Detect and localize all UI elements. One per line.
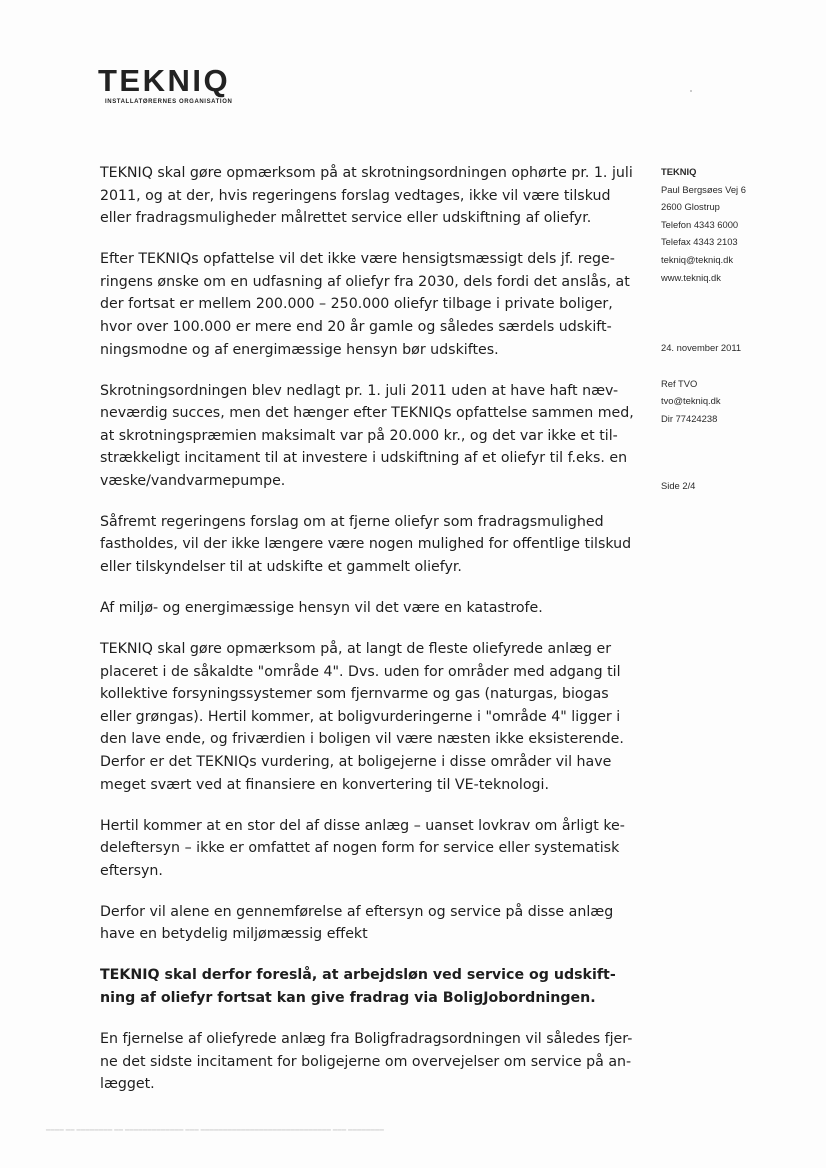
- paragraph-10: En fjernelse af oliefyrede anlæg fra Boligfradragsordningen vil således fjer- ne det sidste incitament for boligejerne om overvejelser om service på an- lægget.: [100, 1030, 633, 1093]
- letter-date: 24. november 2011: [661, 342, 742, 354]
- reference: Ref TVO: [661, 377, 698, 389]
- paragraph-2: Efter TEKNIQs opfattelse vil det ikke være hensigtsmæssigt dels jf. rege- ringens ønske om en udfasning af oliefyr fra 2030, dels fordi det anslås, at der fortsat er mellem 200.000 – 250.000 oliefyr tilbage i private boliger, hvor over 100.000 er mere end 20 år gamle og således særdels udskift- ningsmodne og af energimæssige hensyn bør udskiftes.: [100, 251, 630, 358]
- sender-website: www.tekniq.dk: [661, 271, 721, 283]
- letter-body: [100, 162, 645, 1114]
- proposal-paragraph: TEKNIQ skal derfor foreslå, at arbejdsløn ved service og udskift- ning af oliefyr fortsat kan give fradrag via BoligJobordningen.: [100, 967, 616, 1006]
- sender-email: tekniq@tekniq.dk: [661, 253, 734, 265]
- sender-org: TEKNIQ: [661, 166, 697, 177]
- tekniq-logo: [98, 63, 278, 105]
- sender-address-city: 2600 Glostrup: [661, 201, 720, 213]
- page-number: Side 2/4: [661, 479, 696, 491]
- sender-address-street: Paul Bergsøes Vej 6: [661, 183, 746, 195]
- sender-info-column: [661, 163, 801, 494]
- sender-phone: Telefon 4343 6000: [661, 218, 739, 230]
- paragraph-7: Hertil kommer at en stor del af disse anlæg – uanset lovkrav om årligt ke- deleftersyn – ikke er omfattet af nogen form for service eller systematisk eftersyn.: [100, 817, 625, 879]
- footer-faint-text: ▁▁▁▁ ▁▁ ▁▁▁▁▁▁▁▁ ▁▁ ▁▁▁▁▁▁▁▁▁▁▁▁▁ ▁▁▁ ▁▁▁▁▁▁▁▁▁▁▁▁▁▁▁▁▁▁▁▁▁▁▁▁▁▁▁▁▁ ▁▁▁ ▁▁▁▁▁▁▁▁: [46, 1125, 385, 1131]
- paragraph-5: Af miljø- og energimæssige hensyn vil det være en katastrofe.: [100, 600, 543, 617]
- paragraph-6: TEKNIQ skal gøre opmærksom på, at langt de fleste oliefyrede anlæg er placeret i de såkaldte "område 4". Dvs. uden for områder med adgang til kollektive forsyningssystemer som fjernvarme og gas (naturgas, biogas eller grøngas). Hertil kommer, at boligvurderingerne i "område 4" ligger i den lave ende, og friværdien i boligen vil være næsten ikke eksisterende. Derfor er det TEKNIQs vurdering, at boligejerne i disse områder vil have meget svært ved at finansiere en konvertering til VE-teknologi.: [100, 641, 624, 793]
- reference-email: tvo@tekniq.dk: [661, 395, 721, 407]
- sender-fax: Telefax 4343 2103: [661, 236, 738, 248]
- paragraph-1: TEKNIQ skal gøre opmærksom på at skrotningsordningen ophørte pr. 1. juli 2011, og at der, hvis regeringens forslag vedtages, ikke vil være tilskud eller fradragsmuligheder målrettet service eller udskiftning af oliefyr.: [100, 165, 633, 227]
- scan-speck: [690, 90, 692, 92]
- paragraph-3: Skrotningsordningen blev nedlagt pr. 1. juli 2011 uden at have haft næv- neværdig succes, men det hænger efter TEKNIQs opfattelse sammen med, at skrotningspræmien maksimalt var på 20.000 kr., og det var ikke et til- strækkeligt incitament til at investere i udskiftning af et oliefyr til f.eks. en væske/vandvarmepumpe.: [100, 382, 634, 489]
- logo-wordmark: TEKNIQ: [98, 63, 231, 98]
- paragraph-8: Derfor vil alene en gennemførelse af eftersyn og service på disse anlæg have en betydelig miljømæssig effekt: [100, 903, 614, 943]
- paragraph-4: Såfremt regeringens forslag om at fjerne oliefyr som fradragsmulighed fastholdes, vil der ikke længere være nogen mulighed for offentlige tilskud eller tilskyndelser til at udskifte et gammelt oliefyr.: [100, 513, 632, 576]
- logo-subtitle: INSTALLATØRERNES ORGANISATION: [105, 99, 233, 105]
- direct-phone: Dir 77424238: [661, 412, 718, 424]
